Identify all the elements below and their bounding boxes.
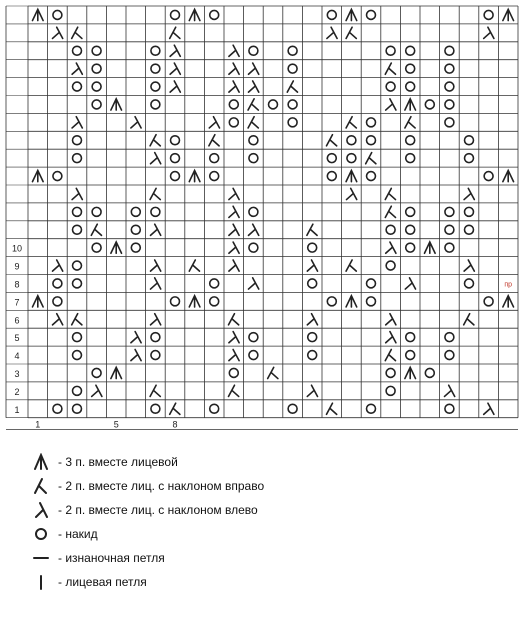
chart-symbol-ssk [229, 45, 239, 56]
chart-symbol-yo [53, 279, 62, 288]
chart-symbol-yo [73, 404, 82, 413]
left-lean-icon [30, 501, 52, 519]
chart-symbol-yo [151, 82, 160, 91]
chart-symbol-dec3 [189, 9, 200, 20]
chart-symbol-yo [445, 64, 454, 73]
chart-symbol-dec3 [346, 9, 357, 20]
chart-symbol-yo [327, 10, 336, 19]
chart-symbol-yo [171, 136, 180, 145]
chart-symbol-dec3 [346, 170, 357, 181]
chart-symbol-yo [308, 351, 317, 360]
chart-symbol-yo [73, 386, 82, 395]
chart-symbol-k2tog [405, 117, 415, 128]
chart-symbol-yo [73, 46, 82, 55]
legend-text: - лицевая петля [58, 575, 147, 589]
chart-symbol-ssk [249, 278, 259, 289]
chart-symbol-dec3 [32, 9, 43, 20]
chart-symbol-ssk [484, 27, 494, 38]
chart-symbol-ssk [151, 314, 161, 325]
chart-symbol-ssk [170, 45, 180, 56]
chart-symbol-yo [73, 261, 82, 270]
chart-symbol-yo [269, 100, 278, 109]
chart-symbol-yo [406, 333, 415, 342]
chart-symbol-dec3 [405, 367, 416, 378]
chart-symbol-k2tog [385, 63, 395, 74]
chart-symbol-yo [92, 207, 101, 216]
chart-symbol-dec3 [503, 170, 514, 181]
chart-symbol-yo [249, 154, 258, 163]
chart-symbol-yo [288, 100, 297, 109]
chart-symbol-ssk [229, 63, 239, 74]
chart-symbol-yo [308, 279, 317, 288]
chart-symbol-yo [171, 154, 180, 163]
chart-symbol-k2tog [72, 27, 82, 38]
chart-symbol-k2tog [366, 153, 376, 164]
chart-symbol-k2tog [268, 367, 278, 378]
chart-symbol-yo [367, 118, 376, 127]
chart-symbol-k2tog [326, 135, 336, 146]
chart-symbol-yo [406, 243, 415, 252]
chart-symbol-yo [445, 333, 454, 342]
chart-symbol-yo [425, 368, 434, 377]
chart-symbol-ssk [386, 332, 396, 343]
chart-symbol-ssk [307, 385, 317, 396]
chart-symbol-ssk [229, 242, 239, 253]
chart-symbol-yo [367, 297, 376, 306]
chart-symbol-k2tog [150, 135, 160, 146]
repeat-mark: пр [504, 281, 513, 289]
chart-symbol-yo [288, 118, 297, 127]
col-number: 8 [172, 419, 178, 430]
chart-symbol-ssk [151, 224, 161, 235]
chart-symbol-ssk [249, 63, 259, 74]
chart-symbol-dec3 [189, 296, 200, 307]
legend-text: - 2 п. вместе лиц. с наклоном влево [58, 503, 258, 517]
legend-row-purl [30, 546, 510, 570]
chart-symbol-k2tog [91, 224, 101, 235]
chart-symbol-ssk [484, 403, 494, 414]
chart-symbol-yo [386, 225, 395, 234]
chart-symbol-ssk [307, 314, 317, 325]
chart-symbol-yo [229, 368, 238, 377]
row-number: 5 [14, 333, 20, 344]
chart-symbol-yo [131, 243, 140, 252]
chart-symbol-yo [53, 404, 62, 413]
chart-symbol-k2tog [209, 135, 219, 146]
chart-symbol-ssk [229, 260, 239, 271]
chart-symbol-dec3 [503, 296, 514, 307]
chart-symbol-ssk [151, 260, 161, 271]
knit-bar-icon [30, 573, 52, 591]
legend [30, 450, 510, 594]
three-together-icon [30, 453, 52, 471]
chart-symbol-k2tog [228, 314, 238, 325]
chart-symbol-yo [367, 404, 376, 413]
chart-symbol-yo [327, 172, 336, 181]
chart-symbol-ssk [229, 349, 239, 360]
chart-symbol-k2tog [170, 403, 180, 414]
chart-symbol-ssk [72, 63, 82, 74]
chart-symbol-yo [210, 279, 219, 288]
legend-row-three-together [30, 450, 510, 474]
chart-symbol-k2tog [346, 27, 356, 38]
legend-row-yarn-over [30, 522, 510, 546]
col-numbers [35, 420, 177, 430]
chart-symbol-dec3 [111, 367, 122, 378]
chart-symbol-yo [465, 225, 474, 234]
chart-symbol-yo [171, 10, 180, 19]
chart-symbol-ssk [151, 278, 161, 289]
row-number: 4 [14, 351, 20, 362]
chart-symbol-yo [92, 82, 101, 91]
chart-symbol-yo [445, 100, 454, 109]
chart-symbol-k2tog [385, 188, 395, 199]
chart-symbol-yo [308, 333, 317, 342]
chart-symbol-yo [406, 82, 415, 91]
chart-symbol-dec3 [503, 9, 514, 20]
chart-symbol-yo [484, 297, 493, 306]
chart-symbol-yo [73, 82, 82, 91]
chart-symbol-yo [367, 136, 376, 145]
purl-dash-icon [30, 549, 52, 567]
chart-symbol-yo [406, 46, 415, 55]
chart-symbol-k2tog [385, 349, 395, 360]
chart-symbol-yo [210, 404, 219, 413]
chart-symbol-ssk [72, 188, 82, 199]
chart-symbol-yo [406, 351, 415, 360]
chart-symbol-yo [249, 243, 258, 252]
chart-symbol-yo [406, 136, 415, 145]
chart-symbol-yo [484, 10, 493, 19]
chart-symbol-yo [386, 82, 395, 91]
chart-symbol-k2tog [287, 81, 297, 92]
chart-symbol-yo [347, 154, 356, 163]
chart-symbol-ssk [72, 117, 82, 128]
chart-symbol-yo [92, 64, 101, 73]
chart-symbol-yo [386, 46, 395, 55]
chart-symbol-ssk [347, 188, 357, 199]
legend-text: - накид [58, 527, 98, 541]
chart-symbol-k2tog [189, 260, 199, 271]
chart-symbols [32, 9, 513, 414]
chart-symbol-dec3 [189, 170, 200, 181]
chart-symbol-yo [308, 243, 317, 252]
chart-symbol-yo [92, 100, 101, 109]
chart-symbol-yo [367, 279, 376, 288]
chart-symbol-yo [92, 46, 101, 55]
legend-text: - изнаночная петля [58, 551, 165, 565]
chart-symbol-k2tog [346, 260, 356, 271]
chart-symbol-yo [73, 154, 82, 163]
chart-symbol-yo [249, 46, 258, 55]
chart-symbol-yo [445, 225, 454, 234]
legend-row-knit [30, 570, 510, 594]
chart-symbol-ssk [229, 332, 239, 343]
chart-symbol-yo [367, 10, 376, 19]
chart-symbol-yo [73, 351, 82, 360]
chart-symbol-ssk [445, 385, 455, 396]
chart-symbol-yo [425, 100, 434, 109]
chart-symbol-yo [151, 404, 160, 413]
chart-symbol-dec3 [111, 99, 122, 110]
chart-symbol-yo [465, 207, 474, 216]
chart-symbol-yo [484, 172, 493, 181]
chart-symbol-yo [73, 207, 82, 216]
chart-symbol-dec3 [32, 170, 43, 181]
chart-symbol-ssk [307, 260, 317, 271]
chart-symbol-ssk [53, 27, 63, 38]
chart-symbol-ssk [131, 332, 141, 343]
chart-symbol-k2tog [464, 314, 474, 325]
row-number: 7 [14, 297, 20, 308]
chart-symbol-yo [327, 154, 336, 163]
chart-symbol-dec3 [346, 296, 357, 307]
chart-symbol-ssk [386, 99, 396, 110]
chart-symbol-yo [73, 225, 82, 234]
chart-symbol-yo [151, 100, 160, 109]
chart-symbol-ssk [327, 27, 337, 38]
chart-symbol-ssk [209, 117, 219, 128]
chart-symbol-yo [92, 368, 101, 377]
chart-symbol-ssk [386, 314, 396, 325]
chart-symbol-yo [210, 10, 219, 19]
chart-symbol-yo [249, 136, 258, 145]
chart-symbol-ssk [229, 188, 239, 199]
row-number: 2 [14, 386, 20, 397]
chart-symbol-ssk [405, 278, 415, 289]
chart-symbol-yo [131, 225, 140, 234]
chart-symbol-yo [445, 118, 454, 127]
chart-symbol-yo [406, 64, 415, 73]
chart-symbol-yo [386, 261, 395, 270]
chart-symbol-yo [288, 404, 297, 413]
chart-symbol-yo [406, 225, 415, 234]
chart-symbol-yo [445, 351, 454, 360]
right-lean-icon [30, 477, 52, 495]
legend-text: - 2 п. вместе лиц. с наклоном вправо [58, 479, 265, 493]
row-number: 9 [14, 261, 20, 272]
legend-text: - 3 п. вместе лицевой [58, 455, 178, 469]
chart-symbol-k2tog [170, 27, 180, 38]
chart-symbol-yo [210, 154, 219, 163]
chart-symbol-yo [151, 46, 160, 55]
chart-symbol-yo [288, 46, 297, 55]
chart-symbol-yo [210, 297, 219, 306]
chart-symbol-k2tog [346, 117, 356, 128]
chart-symbol-yo [53, 297, 62, 306]
chart-symbol-ssk [249, 81, 259, 92]
chart-symbol-ssk [386, 242, 396, 253]
chart-symbol-yo [386, 386, 395, 395]
chart-symbol-k2tog [248, 117, 258, 128]
chart-symbol-k2tog [150, 188, 160, 199]
chart-symbol-yo [73, 136, 82, 145]
chart-symbol-yo [53, 172, 62, 181]
col-number: 5 [113, 419, 119, 430]
chart-symbol-yo [73, 279, 82, 288]
chart-symbol-yo [288, 64, 297, 73]
chart-symbol-yo [249, 207, 258, 216]
chart-symbol-ssk [131, 117, 141, 128]
chart-symbol-ssk [131, 349, 141, 360]
chart-symbol-k2tog [228, 385, 238, 396]
chart-symbol-k2tog [248, 99, 258, 110]
chart-symbol-yo [367, 172, 376, 181]
legend-row-left-lean [30, 498, 510, 522]
chart-symbol-ssk [229, 81, 239, 92]
chart-symbol-ssk [92, 385, 102, 396]
chart-symbol-ssk [464, 260, 474, 271]
chart-symbol-yo [151, 64, 160, 73]
chart-symbol-yo [445, 82, 454, 91]
chart-symbol-yo [465, 136, 474, 145]
row-number: 1 [14, 404, 20, 415]
chart-symbol-ssk [229, 224, 239, 235]
chart-symbol-ssk [170, 63, 180, 74]
chart-symbol-ssk [229, 206, 239, 217]
chart-symbol-yo [406, 154, 415, 163]
chart-symbol-yo [445, 46, 454, 55]
chart-symbol-dec3 [424, 242, 435, 253]
chart-symbol-yo [249, 351, 258, 360]
row-number: 3 [14, 368, 20, 379]
chart-symbol-yo [73, 333, 82, 342]
legend-row-right-lean [30, 474, 510, 498]
chart-symbol-yo [53, 10, 62, 19]
chart-symbol-yo [171, 297, 180, 306]
chart-symbol-yo [465, 279, 474, 288]
row-number: 8 [14, 279, 20, 290]
chart-symbol-yo [406, 207, 415, 216]
chart-symbol-ssk [53, 314, 63, 325]
chart-symbol-ssk [170, 81, 180, 92]
chart-symbol-dec3 [405, 99, 416, 110]
chart-symbol-yo [131, 207, 140, 216]
chart-symbol-k2tog [326, 403, 336, 414]
chart-symbol-yo [229, 118, 238, 127]
col-number: 1 [35, 419, 41, 430]
chart-symbol-yo [229, 100, 238, 109]
chart-symbol-k2tog [307, 224, 317, 235]
chart-symbol-yo [327, 297, 336, 306]
chart-symbol-ssk [151, 153, 161, 164]
chart-symbol-yo [249, 333, 258, 342]
chart-symbol-yo [386, 368, 395, 377]
chart-symbol-yo [151, 207, 160, 216]
yarn-over-icon [30, 525, 52, 543]
chart-symbol-k2tog [72, 314, 82, 325]
chart-symbol-yo [445, 207, 454, 216]
chart-symbol-yo [210, 172, 219, 181]
chart-symbol-yo [151, 333, 160, 342]
chart-symbol-dec3 [32, 296, 43, 307]
chart-symbol-yo [151, 351, 160, 360]
chart-symbol-ssk [249, 224, 259, 235]
chart-symbol-ssk [53, 260, 63, 271]
chart-symbol-k2tog [150, 385, 160, 396]
chart-symbol-k2tog [385, 206, 395, 217]
chart-symbol-dec3 [111, 242, 122, 253]
chart-symbol-yo [171, 172, 180, 181]
chart-symbol-ssk [464, 188, 474, 199]
row-number: 10 [11, 243, 23, 254]
row-numbers [12, 244, 22, 415]
chart-symbol-yo [445, 243, 454, 252]
row-number: 6 [14, 315, 20, 326]
chart-symbol-yo [347, 136, 356, 145]
chart-symbol-yo [92, 243, 101, 252]
chart-symbol-yo [465, 154, 474, 163]
chart-symbol-yo [445, 404, 454, 413]
